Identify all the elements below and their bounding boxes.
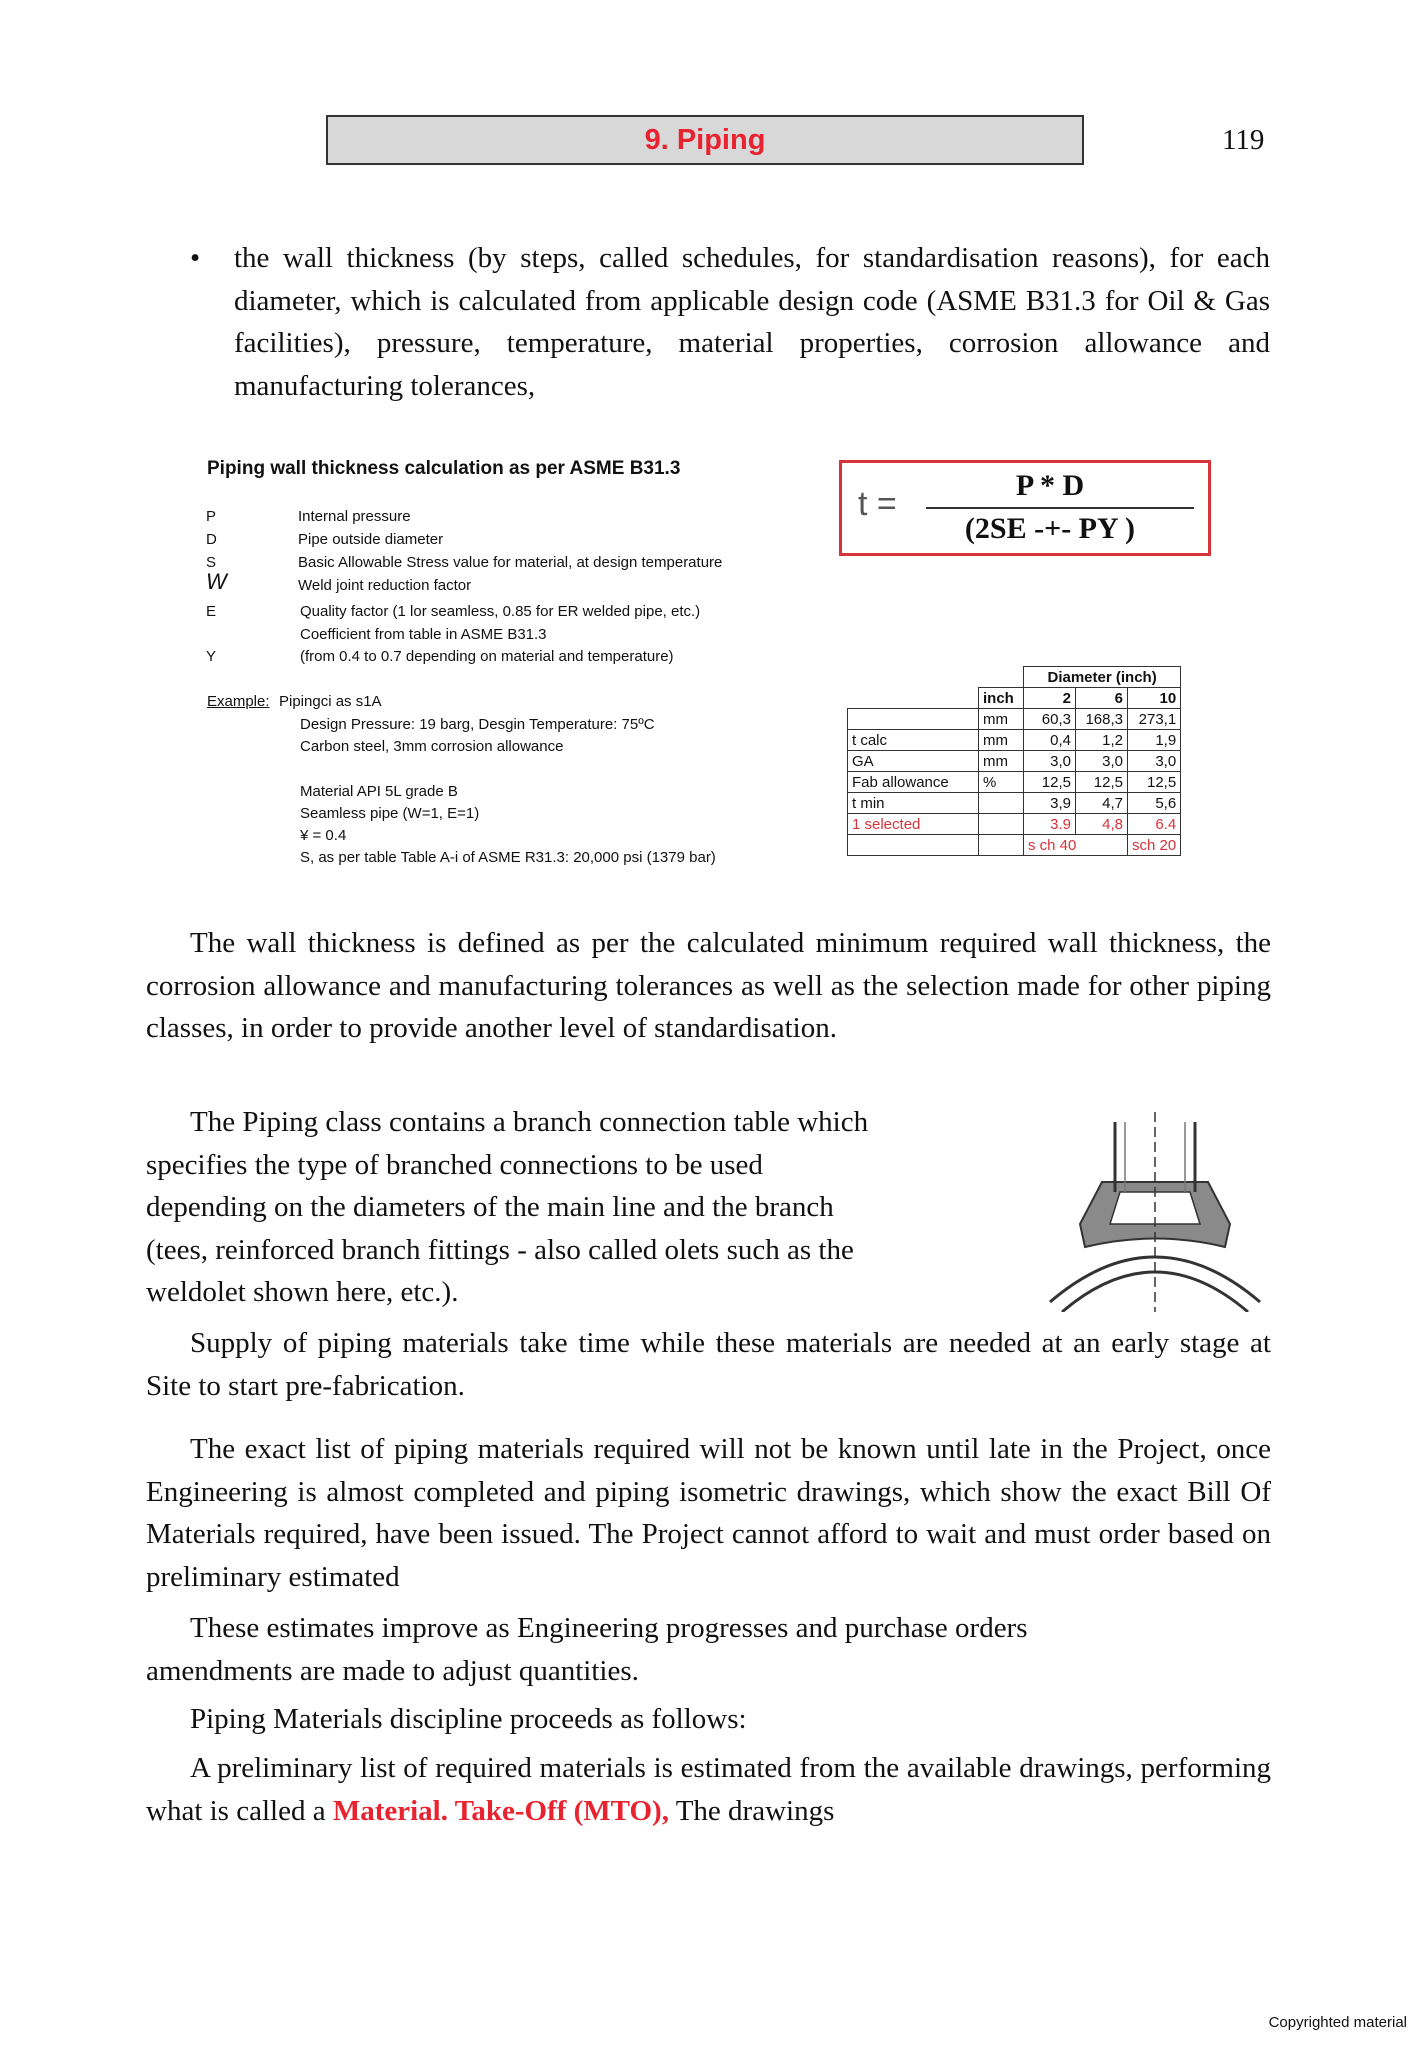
formula-denominator: (2SE -+- PY ): [964, 512, 1136, 545]
table-cell: 0,4: [1024, 730, 1076, 751]
table-cell: 3,0: [1128, 751, 1181, 772]
symbol-d: D: [206, 531, 217, 548]
table-cell: 2: [1024, 688, 1076, 709]
paragraph: Supply of piping materials take time while these materials are needed at an early stage at Site to start pre-fabrication.: [146, 1327, 1271, 1402]
symbol-e: E: [206, 603, 217, 620]
row-label: t min: [848, 793, 979, 814]
paragraph: The exact list of piping materials required will not be known until late in the Project, once Engineering is almost completed and piping isometric drawings, which show the exact Bill Of Materials required, have been issued. The Project cannot afford to wait and must order based on preliminary estimated: [146, 1433, 1271, 1593]
example-title: Pipingci as s1A: [279, 693, 382, 710]
table-cell: 5,6: [1128, 793, 1181, 814]
copyright-footer: Copyrighted material: [1268, 2014, 1407, 2031]
page-number: 119: [1222, 124, 1265, 156]
row-label: t calc: [848, 730, 979, 751]
row-label: [848, 709, 979, 730]
table-row: [848, 688, 1181, 709]
example-line: Material API 5L grade B: [300, 783, 458, 800]
weldolet-diagram: [1040, 1112, 1270, 1312]
table-cell: 12,5: [1076, 772, 1128, 793]
row-unit: [979, 793, 1024, 814]
row-unit: [979, 814, 1024, 835]
coefficient-desc: Coefficient from table in ASME B31.3: [300, 626, 547, 643]
table-row: [848, 709, 1181, 730]
table-cell: 3,0: [1024, 751, 1076, 772]
symbol-d-desc: Pipe outside diameter: [298, 531, 444, 548]
table-cell: 60,3: [1024, 709, 1076, 730]
symbol-y-desc: (from 0.4 to 0.7 depending on material and temperature): [300, 648, 674, 665]
table-cell: 168,3: [1076, 709, 1128, 730]
example-label: Example:: [207, 693, 270, 710]
text-line: (tees, reinforced branch fittings - also called olets such as the: [146, 1233, 854, 1266]
symbol-p-desc: Internal pressure: [298, 508, 411, 525]
table-cell: 6: [1076, 688, 1128, 709]
table-cell: 4,8: [1076, 814, 1128, 835]
table-row: [848, 751, 1181, 772]
table-row: [848, 835, 1181, 856]
text-span: The drawings: [675, 1794, 835, 1827]
symbol-s-desc: Basic Allowable Stress value for material, at design temperature: [298, 554, 723, 571]
text-line: specifies the type of branched connections to be used: [146, 1148, 763, 1181]
diameter-table: [847, 666, 1181, 856]
text-line: amendments are made to adjust quantities.: [146, 1654, 639, 1687]
text-span: drawings, performing what is called a: [146, 1752, 1271, 1827]
example-line: Seamless pipe (W=1, E=1): [300, 805, 480, 822]
row-label: GA: [848, 751, 979, 772]
table-cell: 10: [1128, 688, 1181, 709]
formula-numerator: P * D: [1015, 469, 1085, 502]
row-unit: mm: [979, 709, 1024, 730]
table-cell: 3.9: [1024, 814, 1076, 835]
table-cell: 273,1: [1128, 709, 1181, 730]
mto-term: Material. Take-Off (MTO),: [332, 1794, 669, 1827]
table-row: [848, 730, 1181, 751]
fraction-line: [926, 507, 1194, 509]
symbol-w-desc: Weld joint reduction factor: [298, 577, 472, 594]
text-line: The Piping class contains a branch connection table which: [190, 1106, 869, 1138]
table-cell: 1,9: [1128, 730, 1181, 751]
paragraph-estimates: [146, 1607, 1028, 1692]
table-row: [848, 814, 1181, 835]
bullet-text: the wall thickness (by steps, called schedules, for standardisation reasons), for each diameter, which is calculated from applicable design code (ASME B31.3 for Oil & Gas facilities), pressure, temperature, material properties, corrosion allowance and manufacturing tolerances,: [234, 242, 1270, 402]
bullet-symbol: •: [190, 242, 201, 274]
symbol-s: S: [206, 554, 217, 571]
text-line: weldolet shown here, etc.).: [146, 1276, 459, 1308]
symbol-w: W: [206, 569, 227, 594]
example-line: ¥ = 0.4: [300, 827, 347, 844]
table-cell: 3,9: [1024, 793, 1076, 814]
symbol-e-desc: Quality factor (1 lor seamless, 0.85 for ER welded pipe, etc.): [300, 603, 701, 620]
paragraph-mto: [146, 1747, 1271, 1832]
schedule-label: s ch 40: [1024, 835, 1128, 856]
formula-box: [839, 460, 1211, 556]
table-cell: 1,2: [1076, 730, 1128, 751]
table-cell: 4,7: [1076, 793, 1128, 814]
table-cell: 3,0: [1076, 751, 1128, 772]
row-unit: mm: [979, 730, 1024, 751]
example-line: Design Pressure: 19 barg, Desgin Temperature: 75ºC: [300, 716, 655, 733]
chapter-title: 9. Piping: [326, 115, 1084, 165]
bullet-item: [190, 237, 1270, 407]
formula-lhs: t =: [858, 485, 897, 523]
symbol-p: P: [206, 508, 217, 525]
inch-label: inch: [979, 688, 1024, 709]
table-row: [848, 793, 1181, 814]
text-line: These estimates improve as Engineering progresses and purchase orders: [190, 1612, 1028, 1644]
calc-title: Piping wall thickness calculation as per ASME B31.3: [207, 458, 681, 479]
text-line: depending on the diameters of the main line and the branch: [146, 1191, 834, 1223]
row-unit: %: [979, 772, 1024, 793]
symbol-y: Y: [206, 648, 217, 665]
table-row: [848, 772, 1181, 793]
table-header: Diameter (inch): [1024, 667, 1181, 688]
table-cell: 12,5: [1128, 772, 1181, 793]
table-cell: 12,5: [1024, 772, 1076, 793]
paragraph-branch: [146, 1101, 868, 1314]
schedule-label: sch 20: [1128, 835, 1181, 856]
row-unit: mm: [979, 751, 1024, 772]
row-label: 1 selected: [848, 814, 979, 835]
table-cell: 6.4: [1128, 814, 1181, 835]
paragraph: The wall thickness is defined as per the calculated minimum required wall thickness, the corrosion allowance and manufacturing tolerances as well as the selection made for other piping classes, in order to provide another level of standardisation.: [146, 927, 1271, 1044]
example-line: S, as per table Table A-i of ASME R31.3: 20,000 psi (1379 bar): [300, 849, 716, 866]
table-row: [848, 667, 1181, 688]
text-line: A preliminary list of required materials is estimated from the available: [190, 1752, 1012, 1784]
paragraph: Piping Materials discipline proceeds as follows:: [190, 1703, 747, 1735]
row-label: Fab allowance: [848, 772, 979, 793]
example-line: Carbon steel, 3mm corrosion allowance: [300, 738, 564, 755]
